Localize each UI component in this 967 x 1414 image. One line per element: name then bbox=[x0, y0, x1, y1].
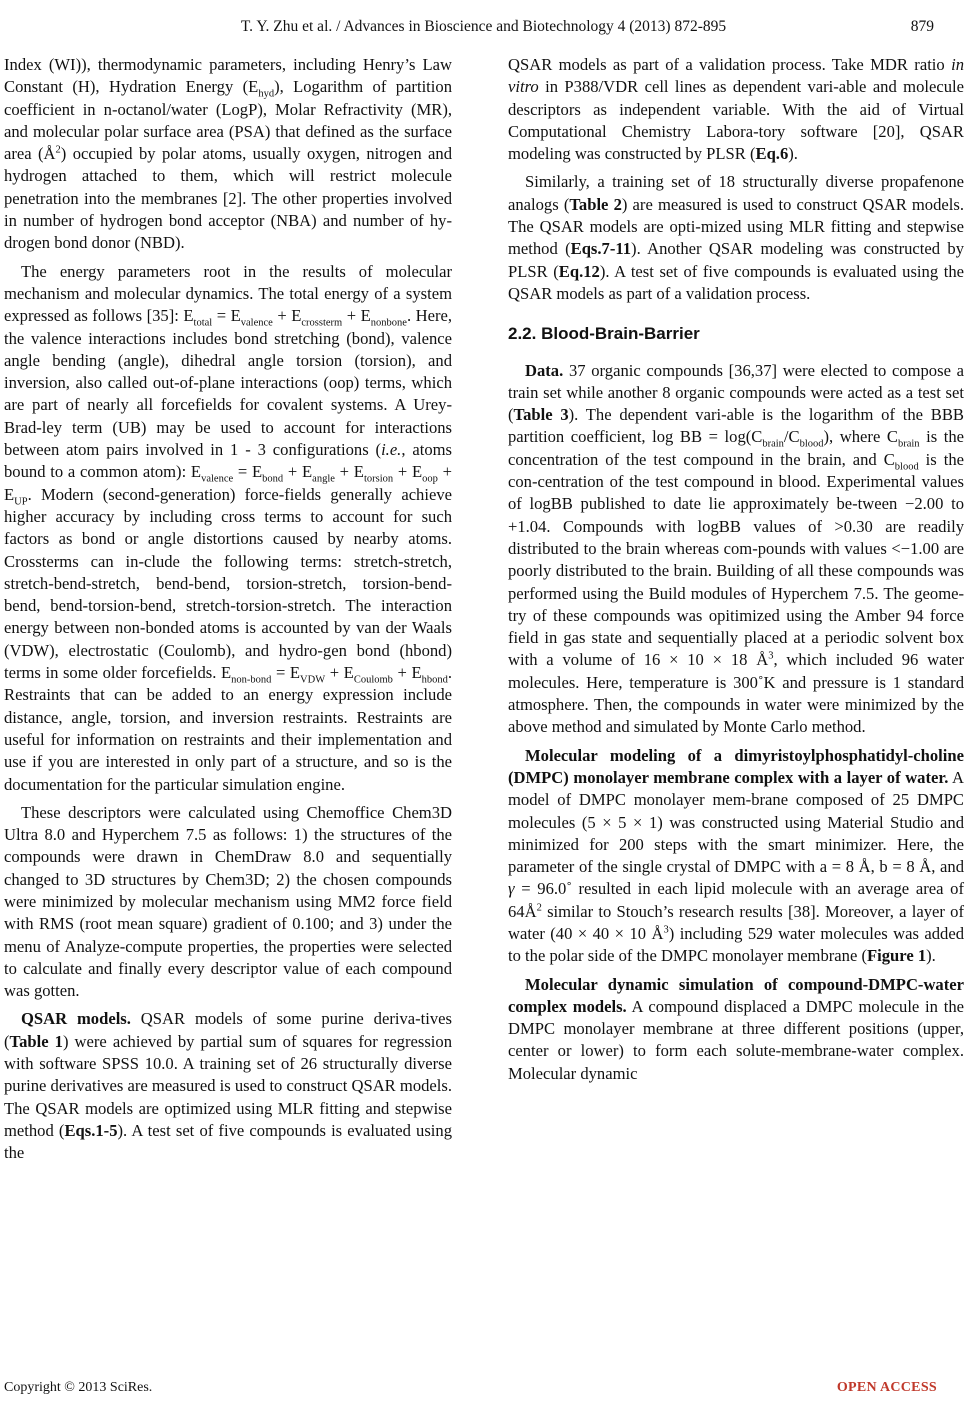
paragraph-propafenone: Similarly, a training set of 18 structurally diverse propafenone analogs (Table 2) are measured is used to construct QSAR models. The QSAR models are opti-mized using MLR fitting and stepwise method (Eqs.7-11). Another QSAR modeling was constructed by PLSR (Eq.12). A test set of five compounds is evaluated using the QSAR models as part of a validation process. bbox=[508, 172, 964, 303]
section-heading: 2.2. Blood-Brain-Barrier bbox=[508, 324, 700, 344]
paragraph-qsar-validation: QSAR models as part of a validation process. Take MDR ratio in vitro in P388/VDR cell lines as dependent vari-able and molecule descriptors as independent variable. With the aid of Virtual Computational Chemistry Labora-tory software [20], QSAR modeling was constructed by PLSR (Eq.6). bbox=[508, 55, 964, 164]
paragraph-dmpc-modeling: Molecular modeling of a dimyristoylphosphatidyl-choline (DMPC) monolayer membrane complex with a layer of water. A model of DMPC monolayer mem-brane composed of 25 DMPC molecules (5 × 5 × 1) was constructed using Material Studio and minimized for 200 steps with the smart minimizer. Here, the parameter of the single crystal of DMPC with a = 8 Å, b = 8 Å, and γ = 96.0˚ resulted in each lipid molecule with an average area of $64Å^2$ similar to Stouch’s research results [38]. Moreover, a layer of water (40 × 40 × 10 $Å^3$) including 529 water molecules was added to the polar side of the DMPC monolayer membrane (Figure 1). bbox=[508, 745, 965, 966]
paragraph-qsar-models: QSAR models. QSAR models of some purine deriva-tives (Table 1) were achieved by partial sum of squares for regression with software SPSS 10.0. A training set of 26 structurally diverse purine derivatives are measured is used to construct QSAR models. The QSAR models are optimized using MLR fitting and stepwise method (Eqs.1-5). A test set of five compounds is evaluated using the bbox=[4, 1009, 452, 1163]
paragraph-bbb-data: Data. 37 organic compounds [36,37] were elected to compose a train set while another 8 organic compounds were acted as a test set (Table 3). The dependent vari-able is the logarithm of the BBB partition coefficient, log BB = $\log(C_{brain}/C_{blood})$, where $C_{brain}$ is the concentration of the test compound in the brain, and $C_{blood}$ is the con-centration of the test compound in blood. Experimental values of logBB published to date lie approximately be-tween −2.00 to +1.04. Compounds with logBB values of >0.30 are readily distributed to the brain whereas com-pounds with values <−1.00 are poorly distributed to the brain. Building of all these compounds was performed using the Build modules of Hyperchem 7.5. The geome-try of these compounds was opitimized using the Amber 94 force field in gas state and sequentially placed at a periodic solvent box with a volume of 16 × 10 × 18 $Å^3$, which included 96 water molecules. Here, temperature is 300˚K and pressure is 1 standard atmosphere. Then, the compounds in water were minimized by the above method and simulated by Monte Carlo method. bbox=[508, 360, 965, 737]
journal-citation: T. Y. Zhu et al. / Advances in Bioscience and Biotechnology 4 (2013) 872-895 bbox=[240, 18, 727, 35]
running-header bbox=[0, 18, 967, 36]
page-number: 879 bbox=[910, 18, 934, 35]
open-access-badge: OPEN ACCESS bbox=[836, 1380, 937, 1395]
paragraph-descriptor-calculation: These descriptors were calculated using Chemoffice Chem3D Ultra 8.0 and Hyperchem 7.5 as follows: 1) the structures of the compounds were drawn in ChemDraw 8.0 and sequentially changed to 3D structures by Chem3D; 2) the chosen compounds were minimized by molecular mechanism using MM2 force field with RMS (root mean square) gradient of 0.100; and 3) under the menu of Analyze-compute properties, the properties were selected to calculate and finally every descriptor value of each compound was gotten. bbox=[4, 802, 452, 1001]
paragraph-energy-parameters: The energy parameters root in the results of molecular mechanism and molecular dynamics. The total energy of a system expressed as follows [35]: $E_{total} = E_{valence} + E_{crossterm} + E_{nonbone}$. Here, the valence interactions includes bond stretching (bond), valence angle bending (angle), dihedral angle torsion (torsion), and inversion, also called out-of-plane interactions (oop) terms, which are part of nearly all forcefields for covalent systems. A Urey-Brad-ley term (UB) may be used to account for interactions between atom pairs involved in 1 - 3 configurations (i.e., atoms bound to a common atom): $E_{valence} = E_{bond} + E_{angle} + E_{torsion} + E_{oop} + E_{UP}$. Modern (second-generation) force-fields generally achieve higher accuracy by including cross terms to account for such factors as bond or angle distortions caused by nearby atoms. Crossterms can in-clude the following terms: stretch-stretch, stretch-bend-stretch, bend-bend, torsion-stretch, torsion-bend-bend, bend-torsion-bend, stretch-torsion-stretch. The interaction energy between non-bonded atoms is accounted by van der Waals (VDW), electrostatic (Coulomb), and hydro-gen bond (hbond) terms in some older forcefields. $E_{non-bond} = E_{VDW} + E_{Coulomb} + E_{hbond}$. Restraints that can be added to an energy expression include distance, angle, torsion, and inversion restraints. Restraints are useful for information on restraints and their implementation and use if you are interested in only part of a structure, and so is the documentation for the particular simulation engine. bbox=[4, 261, 453, 794]
copyright-notice: Copyright © 2013 SciRes. bbox=[4, 1380, 153, 1395]
right-column bbox=[508, 54, 964, 1091]
paragraph-md-simulation: Molecular dynamic simulation of compound-DMPC-water complex models. A compound displaced a DMPC molecule in the DMPC monolayer membrane at three different positions (upper, center or lower) to form each solute-membrane-water complex. Molecular dynamic bbox=[508, 974, 964, 1083]
paragraph-descriptors: Index (WI)), thermodynamic parameters, including Henry’s Law Constant (H), Hydration Energy $(E_{hyd})$, Logarithm of partition coefficient in n-octanol/water (LogP), Molar Refractivity (MR), and molecular polar surface area (PSA) that defined as the surface area $(Å^2)$ occupied by polar atoms, usually oxygen, nitrogen and hydrogen attached to them, which will restrict molecule penetration into the membranes [2]. The other properties involved in number of hydrogen bond acceptor (NBA) and number of hy-drogen bond donor (NBD). bbox=[4, 55, 452, 253]
left-column bbox=[4, 54, 452, 1171]
